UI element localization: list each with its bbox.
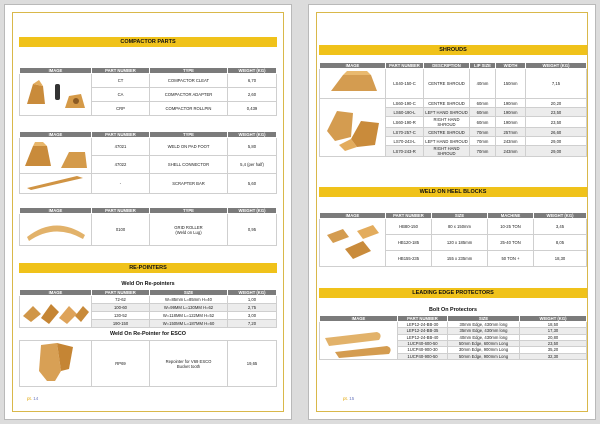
header-weight: WEIGHT (KG) (228, 132, 277, 138)
grid-roller-table (19, 207, 277, 246)
padfoot-table (19, 131, 277, 194)
part-number: 190-150 (92, 320, 150, 328)
part-number: LEP12-24-BB-35 (398, 328, 448, 334)
header-part-number: PART NUMBER (386, 63, 424, 69)
type: SHELL CONNECTOR (150, 156, 228, 174)
weight: 23,50 (526, 108, 587, 117)
part-number: 47021 (92, 138, 150, 156)
width: 150mm (496, 69, 526, 99)
width: 243mm (496, 146, 526, 157)
header-weight: WEIGHT (KG) (526, 63, 587, 69)
page-number-value: 14 (33, 396, 39, 401)
width: 190mm (496, 117, 526, 128)
part-number: HB120-185 (386, 235, 432, 251)
shroud-set-image (320, 99, 386, 157)
bolt-on-protectors-heading: Bolt On Protectors (429, 307, 477, 313)
compactor-parts-title: COMPACTOR PARTS (19, 37, 277, 47)
part-number: LS70-243-R (386, 146, 424, 157)
size: 30mm Edge, 900mm Long (448, 347, 520, 353)
type: COMPACTOR ROLLPIN (150, 102, 228, 116)
part-number: HB155-235 (386, 251, 432, 267)
type: COMPACTOR CLEAT (150, 74, 228, 88)
page-number: pt. 15 (343, 396, 355, 401)
weight: 0,95 (228, 214, 277, 246)
esco-repointer-heading: Weld On Re-Pointer for ESCO (110, 331, 186, 337)
header-weight: WEIGHT (KG) (228, 68, 277, 74)
heel-blocks-image (320, 219, 386, 267)
weight: 2,60 (228, 88, 277, 102)
weld-on-repointers-heading: Weld On Re-pointers (121, 281, 175, 287)
header-part-number: PART NUMBER (92, 132, 150, 138)
weight: 7,15 (526, 69, 587, 99)
description: RIGHT HAND SHROUD (424, 146, 470, 157)
weight: 29,00 (526, 146, 587, 157)
compactor-table (19, 67, 277, 116)
weight: 35,20 (520, 347, 587, 353)
machine: 10-25 TON (488, 219, 534, 235)
weight: 3,00 (228, 312, 277, 320)
size: W=118MM L=122MM H=52 (150, 312, 228, 320)
padfoot-image (20, 138, 92, 174)
weight: 6,70 (228, 74, 277, 88)
description: LEFT HAND SHROUD (425, 109, 468, 115)
weight: 18,50 (520, 322, 587, 328)
header-image: IMAGE (20, 208, 92, 214)
type (150, 214, 228, 246)
weight: 26,60 (526, 128, 587, 137)
part-number: 0100 (92, 214, 150, 246)
edge-protectors-title: LEADING EDGE PROTECTORS (319, 288, 587, 298)
part-number: - (92, 174, 150, 194)
edge-protectors-image (320, 322, 398, 360)
header-part-number: PART NUMBER (386, 213, 432, 219)
weight: 20,20 (526, 99, 587, 108)
weight: 17,30 (520, 328, 587, 334)
weight: 5,60 (228, 174, 277, 194)
header-image: IMAGE (20, 132, 92, 138)
header-part-number: PART NUMBER (92, 290, 150, 296)
size: 155 x 235mm (432, 251, 488, 267)
part-number: LEP12-24-BB-40 (398, 334, 448, 340)
right-page (308, 4, 596, 420)
type-line-1: Repointer for V69 ESCO (165, 358, 212, 364)
header-part-number: PART NUMBER (92, 68, 150, 74)
shroud-centre-image (320, 69, 386, 99)
weight: 19,65 (228, 341, 277, 387)
header-type: TYPE (150, 208, 228, 214)
type (150, 341, 228, 387)
header-type: TYPE (150, 68, 228, 74)
weight: 32,30 (520, 353, 587, 359)
width: 257mm (496, 128, 526, 137)
part-number: 130-52 (92, 312, 150, 320)
size: W=99MM L=130MM H=62 (150, 304, 228, 312)
header-image: IMAGE (20, 290, 92, 296)
header-width: WIDTH (496, 63, 526, 69)
part-number: 47022 (92, 156, 150, 174)
header-image: IMAGE (320, 213, 386, 219)
size: 50mm Edge, 600mm Long (448, 340, 520, 346)
part-number: LS60-190-L (386, 108, 424, 117)
weight: 3,45 (534, 219, 587, 235)
header-part-number: PART NUMBER (92, 208, 150, 214)
part-number: 1UCP40-900-30 (398, 347, 448, 353)
description: RIGHT HAND SHROUD (424, 117, 470, 128)
compactor-image (20, 74, 92, 116)
lip-size: 40mm (470, 69, 496, 99)
part-number: CA (92, 88, 150, 102)
header-type: TYPE (150, 132, 228, 138)
heel-blocks-table (319, 212, 587, 267)
weight: 18,30 (534, 251, 587, 267)
weight: 8,05 (534, 235, 587, 251)
part-number: 72-62 (92, 296, 150, 304)
lip-size: 70mm (470, 128, 496, 137)
type-line-2: (Weld on Lug) (175, 229, 202, 235)
size: 40mm Edge, 430mm long (448, 334, 520, 340)
weight: 23,50 (526, 117, 587, 128)
header-weight: WEIGHT (KG) (534, 213, 587, 219)
weight: 23,50 (520, 340, 587, 346)
size: 35mm Edge, 430mm long (448, 328, 520, 334)
header-image: IMAGE (320, 316, 398, 322)
lip-size: 60mm (470, 117, 496, 128)
part-number: HB80-150 (386, 219, 432, 235)
part-number: 100-60 (92, 304, 150, 312)
part-number: LS40-150-C (386, 69, 424, 99)
header-image: IMAGE (20, 68, 92, 74)
lip-size: 70mm (470, 146, 496, 157)
part-number: CT (92, 74, 150, 88)
width: 243mm (496, 137, 526, 146)
description: LEFT HAND SHROUD (425, 138, 468, 144)
width: 190mm (496, 108, 526, 117)
repointers-table (19, 289, 277, 328)
lip-size: 60mm (470, 99, 496, 108)
width: 190mm (496, 99, 526, 108)
description: CENTRE SHROUD (424, 69, 470, 99)
scraper-bar-image (20, 174, 92, 194)
esco-image (20, 341, 92, 387)
heel-blocks-title: WELD ON HEEL BLOCKS (319, 187, 587, 197)
header-size: SIZE (448, 316, 520, 322)
size: W=150MM L=187MM H=60 (150, 320, 228, 328)
header-weight: WEIGHT (KG) (228, 290, 277, 296)
left-page (4, 4, 292, 420)
header-part-number: PART NUMBER (398, 316, 448, 322)
part-number: 1UCP40-900-50 (398, 353, 448, 359)
grid-roller-image (20, 214, 92, 246)
weight: 0,439 (228, 102, 277, 116)
size: 50mm Edge, 900mm Long (448, 353, 520, 359)
header-weight: WEIGHT (KG) (228, 208, 277, 214)
weight: 2,75 (228, 304, 277, 312)
shrouds-table (319, 62, 587, 157)
type-line-2: Bucket tooth (176, 363, 201, 369)
edge-protectors-table (319, 315, 587, 360)
part-number: 1UCP40-600-50 (398, 340, 448, 346)
weight: 20,80 (520, 334, 587, 340)
size: 30mm Edge, 430mm long (448, 322, 520, 328)
part-number: LEP12-24-BB-30 (398, 322, 448, 328)
weight: 5,80 (228, 138, 277, 156)
header-size: SIZE (150, 290, 228, 296)
description: CENTRE SHROUD (424, 99, 470, 108)
lip-size: 70mm (470, 137, 496, 146)
header-image: IMAGE (320, 63, 386, 69)
weight: 1,00 (228, 296, 277, 304)
size: W=85mm L=85mm H=40 (150, 296, 228, 304)
type: SCRAPTER BAR (150, 174, 228, 194)
part-number: CRP (92, 102, 150, 116)
weight: 29,00 (526, 137, 587, 146)
machine: 25-40 TON (488, 235, 534, 251)
header-size: SIZE (432, 213, 488, 219)
repointers-title: RE-POINTERS (19, 263, 277, 273)
description: CENTRE SHROUD (424, 128, 470, 137)
weight: 5,4 (per half) (228, 156, 277, 174)
part-number: LS70-243-L (386, 137, 424, 146)
part-number: LS60-190-C (386, 99, 424, 108)
page-number-value: 15 (349, 396, 355, 401)
header-machine: MACHINE (488, 213, 534, 219)
part-number: RP69 (92, 341, 150, 387)
type: WELD ON PAD FOOT (150, 138, 228, 156)
header-weight: WEIGHT (KG) (520, 316, 587, 322)
part-number: LS70-257-C (386, 128, 424, 137)
part-number: LS60-190-R (386, 117, 424, 128)
size: 80 x 150mm (432, 219, 488, 235)
machine: 50 TON + (488, 251, 534, 267)
shrouds-title: SHROUDS (319, 45, 587, 55)
repointers-image (20, 296, 92, 328)
esco-table (19, 340, 277, 387)
header-lip-size: LIP SIZE (470, 63, 496, 69)
page-number: pt. 14 (27, 396, 39, 401)
type-line-1: GRID ROLLER (174, 224, 203, 230)
lip-size: 60mm (470, 108, 496, 117)
weight: 7,20 (228, 320, 277, 328)
header-description: DESCRIPTION (424, 63, 470, 69)
size: 120 x 185mm (432, 235, 488, 251)
type: COMPACTOR ADAPTER (150, 88, 228, 102)
